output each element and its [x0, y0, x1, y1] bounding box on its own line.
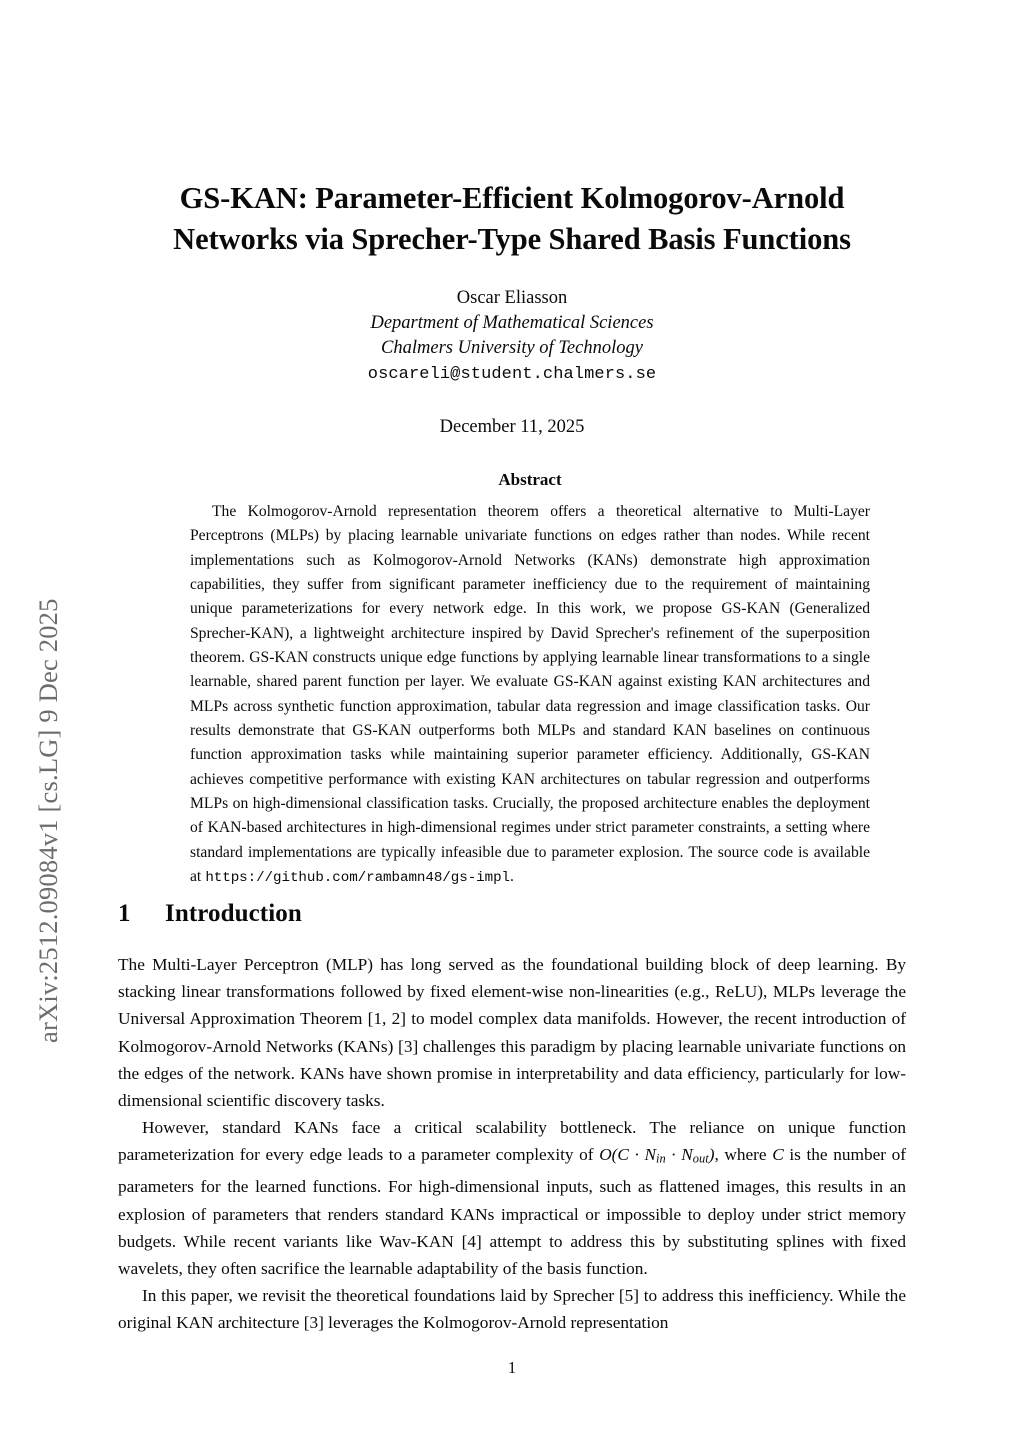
- paragraph-1: The Multi-Layer Perceptron (MLP) has long served as the foundational building block of deep learning. By stacking linear transformations followed by fixed element-wise non-linearities (e.g., ReLU), MLPs leverage the Universal Approximation Theorem [1, 2] to model complex data manifolds. However, the recent introduction of Kolmogorov-Arnold Networks (KANs) [3] challenges this paradigm by placing learnable univariate functions on the edges of the network. KANs have shown promise in interpretability and data efficiency, particularly for low-dimensional scientific discovery tasks.: [118, 955, 906, 1111]
- paragraph-3: In this paper, we revisit the theoretical foundations laid by Sprecher [5] to address this inefficiency. While the original KAN architecture [3] leverages the Kolmogorov-Arnold representation: [118, 1286, 906, 1333]
- abstract-heading: Abstract: [498, 470, 562, 489]
- formula-part-1: O(C · N: [599, 1145, 657, 1165]
- abstract-text-part1: The Kolmogorov-Arnold representation theorem offers a theoretical alternative to Multi-Layer Perceptrons (MLPs) by placing learnable univariate functions on edges rather than nodes. While recent implementations such as Kolmogorov-Arnold Networks (KANs) demonstrate high approximation capabilities, they suffer from significant parameter inefficiency due to the requirement of maintaining unique parameterizations for every network edge. In this work, we propose GS-KAN (Generalized Sprecher-KAN), a lightweight architecture inspired by David Sprecher's refinement of the superposition theorem. GS-KAN constructs unique edge functions by applying learnable linear transformations to a single learnable, shared parent function per layer. We evaluate GS-KAN against existing KAN architectures and MLPs across synthetic function approximation, tabular data regression and image classification tasks. Our results demonstrate that GS-KAN outperforms both MLPs and standard KAN baselines on continuous function approximation tasks while maintaining superior parameter efficiency. Additionally, GS-KAN achieves competitive performance with existing KAN architectures on tabular regression and outperforms MLPs on high-dimensional classification tasks. Crucially, the proposed architecture enables the deployment of KAN-based architectures in high-dimensional regimes under strict parameter constraints, a setting where standard implementations are typically infeasible due to parameter explosion. The source code is available at: [190, 503, 870, 886]
- paragraph-2-text-c: is the number of parameters for the learned functions. For high-dimensional inputs, such as flattened images, this results in an explosion of parameters that renders standard KANs impractical or impossible to deploy under strict memory budgets. While recent variants like Wav-KAN [4] attempt to address this by substituting splines with fixed wavelets, they often sacrifice the learnable adaptability of the basis function.: [118, 1145, 907, 1278]
- paragraph-2: [118, 1114, 906, 1282]
- section-title: Introduction: [165, 900, 302, 927]
- complexity-formula: [599, 1145, 715, 1167]
- section-heading-introduction: [118, 900, 302, 928]
- abstract-text-part2: .: [510, 868, 514, 886]
- author-block: [128, 285, 896, 440]
- section-number: 1: [118, 900, 131, 927]
- author-email[interactable]: oscareli@student.chalmers.se: [367, 365, 657, 384]
- abstract-body: [190, 500, 870, 891]
- formula-sub-out: out: [692, 1152, 709, 1167]
- arxiv-stamp-text: arXiv:2512.09084v1 [cs.LG] 9 Dec 2025: [32, 598, 63, 1043]
- formula-part-end: ): [708, 1145, 715, 1165]
- page-title: GS-KAN: Parameter-Efficient Kolmogorov-Arnold Networks via Sprecher-Type Shared Basis Functions: [173, 181, 851, 256]
- formula-part-mid: · N: [665, 1145, 693, 1165]
- author-department: Department of Mathematical Sciences: [370, 313, 654, 333]
- paragraph-2-text-b: , where: [714, 1145, 773, 1165]
- arxiv-stamp: [0, 0, 96, 1448]
- introduction-body: [118, 951, 906, 1337]
- page-number: 1: [507, 1358, 517, 1377]
- formula-sub-in: in: [656, 1152, 666, 1167]
- publication-date: December 11, 2025: [439, 417, 585, 437]
- symbol-c: C: [772, 1145, 784, 1165]
- author-institution: Chalmers University of Technology: [381, 338, 643, 358]
- author-name: Oscar Eliasson: [456, 288, 568, 308]
- paragraph-2-text-a: However, standard KANs face a critical scalability bottleneck. The reliance on unique function parameterization for every edge leads to a parameter complexity of: [118, 1118, 906, 1165]
- abstract-code-url[interactable]: https://github.com/rambamn48/gs-impl: [205, 870, 511, 887]
